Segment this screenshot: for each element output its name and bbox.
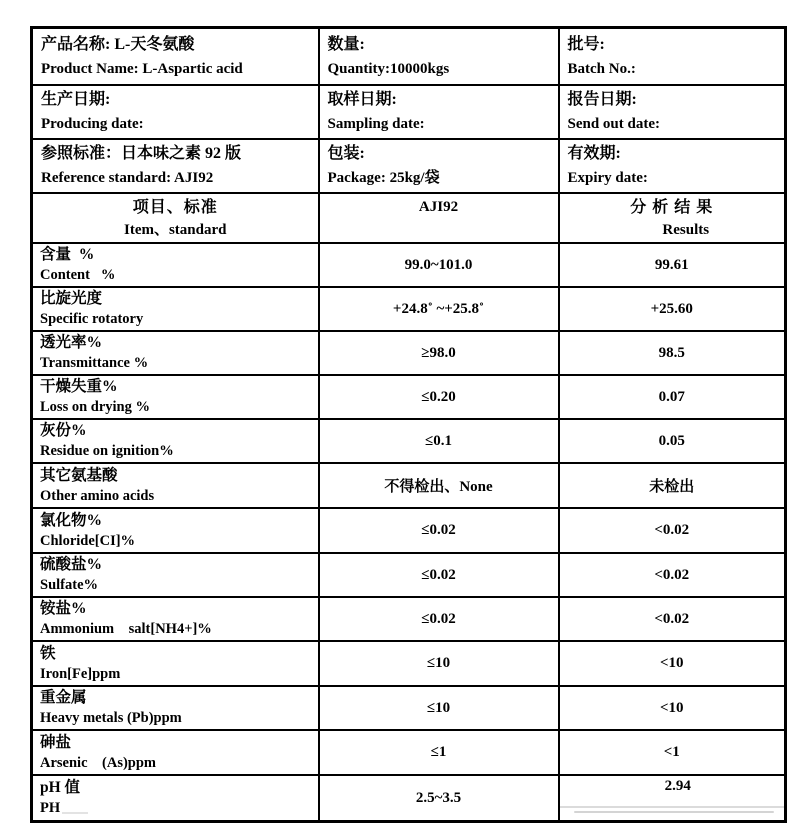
- producing-date-en: Producing date:: [41, 116, 144, 132]
- spec-cell-iron: ≤10: [319, 641, 559, 686]
- item-en: Heavy metals (Pb)ppm: [40, 710, 182, 726]
- item-en: PH: [40, 800, 61, 816]
- item-en: Chloride[CI]%: [40, 532, 136, 549]
- header-spec-aji92: AJI92: [319, 193, 559, 243]
- result-cell-iron: <10: [559, 641, 786, 686]
- item-en: Arsenic (As)ppm: [40, 754, 156, 771]
- item-cell-loss-on-drying: [32, 375, 319, 419]
- info-row-product: [32, 28, 786, 86]
- row-specific-rotatory: [32, 287, 786, 331]
- result-cell-ph: [559, 775, 786, 822]
- row-ammonium-salt: [32, 597, 786, 641]
- item-cn: 硫酸盐%: [40, 556, 103, 573]
- item-cell-other-amino-acids: [32, 463, 319, 508]
- sampling-date-en: Sampling date:: [327, 116, 425, 132]
- item-cell-ph: [32, 775, 319, 822]
- item-en: Sulfate%: [40, 577, 98, 593]
- info-row-dates: [32, 85, 786, 139]
- package-en: Package: 25kg/袋: [327, 170, 440, 186]
- item-cell-chloride: [32, 508, 319, 553]
- result-cell-arsenic: <1: [559, 730, 786, 775]
- cell-send-out-date: [559, 85, 786, 139]
- result-cell-chloride: <0.02: [559, 508, 786, 553]
- item-en: Iron[Fe]ppm: [40, 665, 121, 682]
- spec-cell-arsenic: ≤1: [319, 730, 559, 775]
- spec-cell-loss-on-drying: ≤0.20: [319, 375, 559, 419]
- item-cn: 氯化物%: [40, 511, 103, 529]
- cell-batch-no: [559, 28, 786, 86]
- spec-cell-residue-on-ignition: ≤0.1: [319, 419, 559, 463]
- sampling-date-cn: 取样日期:: [327, 91, 397, 108]
- package-cn: 包装:: [327, 145, 365, 162]
- table-header-row: [32, 193, 786, 243]
- send-out-date-en: Send out date:: [567, 116, 661, 132]
- header-item-cn: 项目、标准: [132, 199, 218, 216]
- ph-result-value: 2.94: [664, 778, 691, 794]
- cell-quantity: [319, 28, 559, 86]
- result-cell-heavy-metals: <10: [559, 686, 786, 730]
- expiry-date-en: Expiry date:: [567, 170, 648, 186]
- result-cell-specific-rotatory: +25.60: [559, 287, 786, 331]
- result-cell-content: 99.61: [559, 243, 786, 287]
- cell-producing-date: [32, 85, 319, 139]
- item-cn: 灰份%: [40, 422, 87, 439]
- result-cell-other-amino-acids: 未检出: [559, 463, 786, 508]
- item-en: Content %: [40, 267, 116, 283]
- spec-cell-heavy-metals: ≤10: [319, 686, 559, 730]
- item-cn: 含量 %: [40, 246, 95, 263]
- item-cell-ammonium-salt: [32, 597, 319, 641]
- row-chloride: [32, 508, 786, 553]
- result-cell-residue-on-ignition: 0.05: [559, 419, 786, 463]
- spec-cell-transmittance: ≥98.0: [319, 331, 559, 375]
- spec-cell-ph: 2.5~3.5: [319, 775, 559, 822]
- item-en: Specific rotatory: [40, 311, 144, 327]
- quantity-en: Quantity:10000kgs: [327, 60, 450, 77]
- row-heavy-metals: [32, 686, 786, 730]
- spec-cell-content: 99.0~101.0: [319, 243, 559, 287]
- item-cell-sulfate: [32, 553, 319, 597]
- batch-no-en: Batch No.:: [567, 60, 636, 77]
- spec-cell-other-amino-acids: 不得检出、None: [319, 463, 559, 508]
- header-item-en: Item、standard: [123, 222, 227, 238]
- product-name-en: Product Name: L-Aspartic acid: [41, 60, 243, 77]
- item-cell-specific-rotatory: [32, 287, 319, 331]
- send-out-date-cn: 报告日期:: [567, 91, 637, 108]
- result-cell-loss-on-drying: 0.07: [559, 375, 786, 419]
- item-cn: 铁: [40, 644, 56, 662]
- row-loss-on-drying: [32, 375, 786, 419]
- row-residue-on-ignition: [32, 419, 786, 463]
- item-cn: 透光率%: [40, 334, 103, 351]
- item-cn: pH 值: [40, 779, 81, 796]
- header-item-standard: [32, 193, 319, 243]
- producing-date-cn: 生产日期:: [41, 91, 111, 108]
- header-results-en: Results: [662, 222, 710, 238]
- item-cn: 砷盐: [40, 733, 72, 751]
- item-cell-iron: [32, 641, 319, 686]
- item-cn: 比旋光度: [40, 290, 103, 307]
- batch-no-cn: 批号:: [567, 35, 605, 53]
- row-other-amino-acids: [32, 463, 786, 508]
- header-results: [559, 193, 786, 243]
- item-en: Residue on ignition%: [40, 443, 174, 459]
- quantity-cn: 数量:: [327, 35, 365, 53]
- row-iron: [32, 641, 786, 686]
- scan-artifact-smudge: [560, 806, 784, 808]
- header-results-cn: 分 析 结 果: [630, 199, 714, 216]
- coa-table: [30, 26, 787, 823]
- cell-sampling-date: [319, 85, 559, 139]
- cell-product-name: [32, 28, 319, 86]
- row-content: [32, 243, 786, 287]
- spec-cell-specific-rotatory: +24.8˚ ~+25.8˚: [319, 287, 559, 331]
- row-sulfate: [32, 553, 786, 597]
- cell-expiry-date: [559, 139, 786, 193]
- reference-standard-en: Reference standard: AJI92: [41, 170, 214, 186]
- row-arsenic: [32, 730, 786, 775]
- reference-standard-cn: 参照标准：日本味之素 92 版: [41, 145, 242, 162]
- item-en: Other amino acids: [40, 487, 155, 504]
- scan-artifact-speck: [62, 812, 88, 814]
- cell-reference-standard: [32, 139, 319, 193]
- result-cell-ammonium-salt: <0.02: [559, 597, 786, 641]
- item-cn: 重金属: [40, 689, 87, 706]
- result-cell-sulfate: <0.02: [559, 553, 786, 597]
- item-cn: 其它氨基酸: [40, 466, 118, 484]
- item-cell-transmittance: [32, 331, 319, 375]
- row-transmittance: [32, 331, 786, 375]
- item-cn: 铵盐%: [40, 600, 87, 617]
- result-cell-transmittance: 98.5: [559, 331, 786, 375]
- expiry-date-cn: 有效期:: [567, 145, 621, 162]
- row-ph: [32, 775, 786, 822]
- info-row-standard: [32, 139, 786, 193]
- cell-package: [319, 139, 559, 193]
- item-cell-content: [32, 243, 319, 287]
- item-cell-heavy-metals: [32, 686, 319, 730]
- scan-artifact-line: [574, 811, 775, 813]
- spec-cell-sulfate: ≤0.02: [319, 553, 559, 597]
- spec-cell-ammonium-salt: ≤0.02: [319, 597, 559, 641]
- product-name-cn: 产品名称: L-天冬氨酸: [41, 35, 195, 53]
- item-cell-residue-on-ignition: [32, 419, 319, 463]
- item-en: Ammonium salt[NH4+]%: [40, 621, 212, 637]
- spec-cell-chloride: ≤0.02: [319, 508, 559, 553]
- item-en: Transmittance %: [40, 355, 149, 371]
- item-en: Loss on drying %: [40, 399, 150, 415]
- item-cn: 干燥失重%: [40, 378, 118, 395]
- item-cell-arsenic: [32, 730, 319, 775]
